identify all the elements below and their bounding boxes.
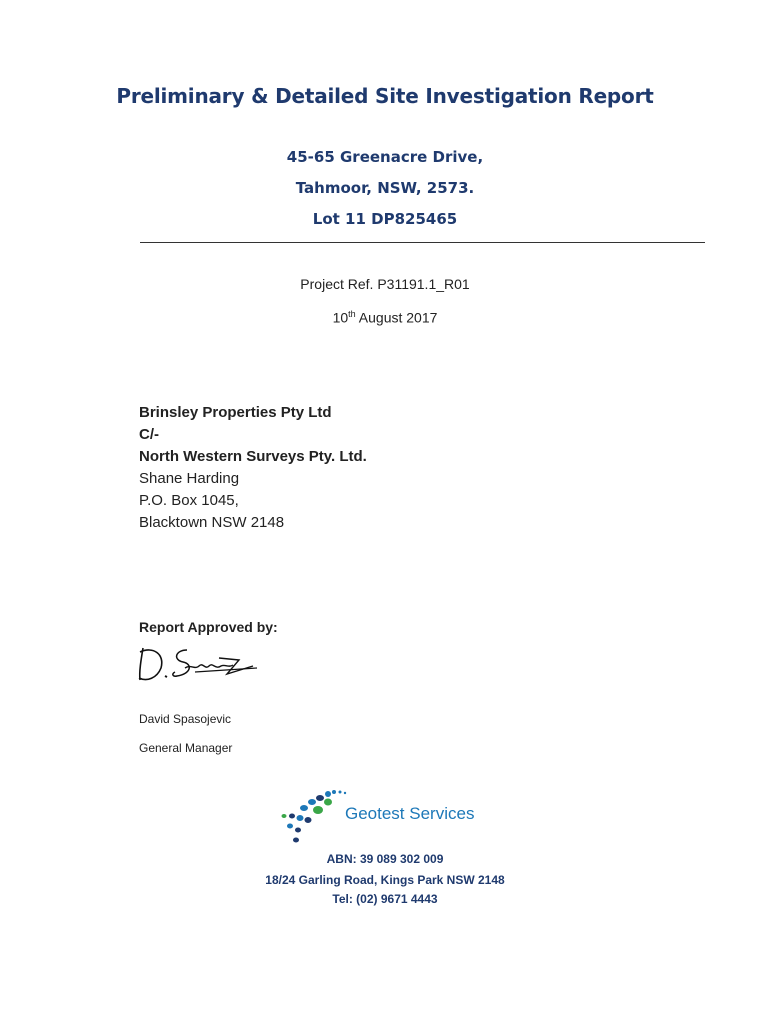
report-date-rest: August 2017	[355, 309, 438, 326]
report-title: Preliminary & Detailed Site Investigation Report	[116, 84, 654, 108]
client-locality: Blacktown NSW 2148	[139, 514, 285, 531]
client-address-block	[139, 402, 367, 534]
divider-line	[140, 242, 705, 243]
company-address: 18/24 Garling Road, Kings Park NSW 2148	[265, 873, 505, 887]
project-reference: Project Ref. P31191.1_R01	[300, 276, 470, 292]
client-agent: North Western Surveys Pty. Ltd.	[139, 448, 367, 465]
signer-role: General Manager	[139, 741, 233, 755]
site-address-suburb: Tahmoor, NSW, 2573.	[295, 179, 475, 197]
company-abn: ABN: 39 089 302 009	[326, 852, 444, 866]
company-phone: Tel: (02) 9671 4443	[332, 892, 438, 906]
client-po-box: P.O. Box 1045,	[139, 492, 239, 509]
report-date-suffix: th	[348, 309, 356, 319]
client-care-of: C/-	[139, 426, 159, 443]
site-lot-number: Lot 11 DP825465	[312, 210, 458, 228]
report-date-day: 10	[332, 309, 349, 326]
client-company: Brinsley Properties Pty Ltd	[139, 404, 332, 421]
client-contact: Shane Harding	[139, 470, 240, 487]
signer-name: David Spasojevic	[139, 712, 232, 726]
approval-label: Report Approved by:	[139, 619, 278, 635]
company-logo-text: Geotest Services	[345, 804, 475, 823]
site-address-street: 45-65 Greenacre Drive,	[286, 148, 484, 166]
report-date	[0, 309, 770, 326]
signature-image	[135, 640, 265, 690]
